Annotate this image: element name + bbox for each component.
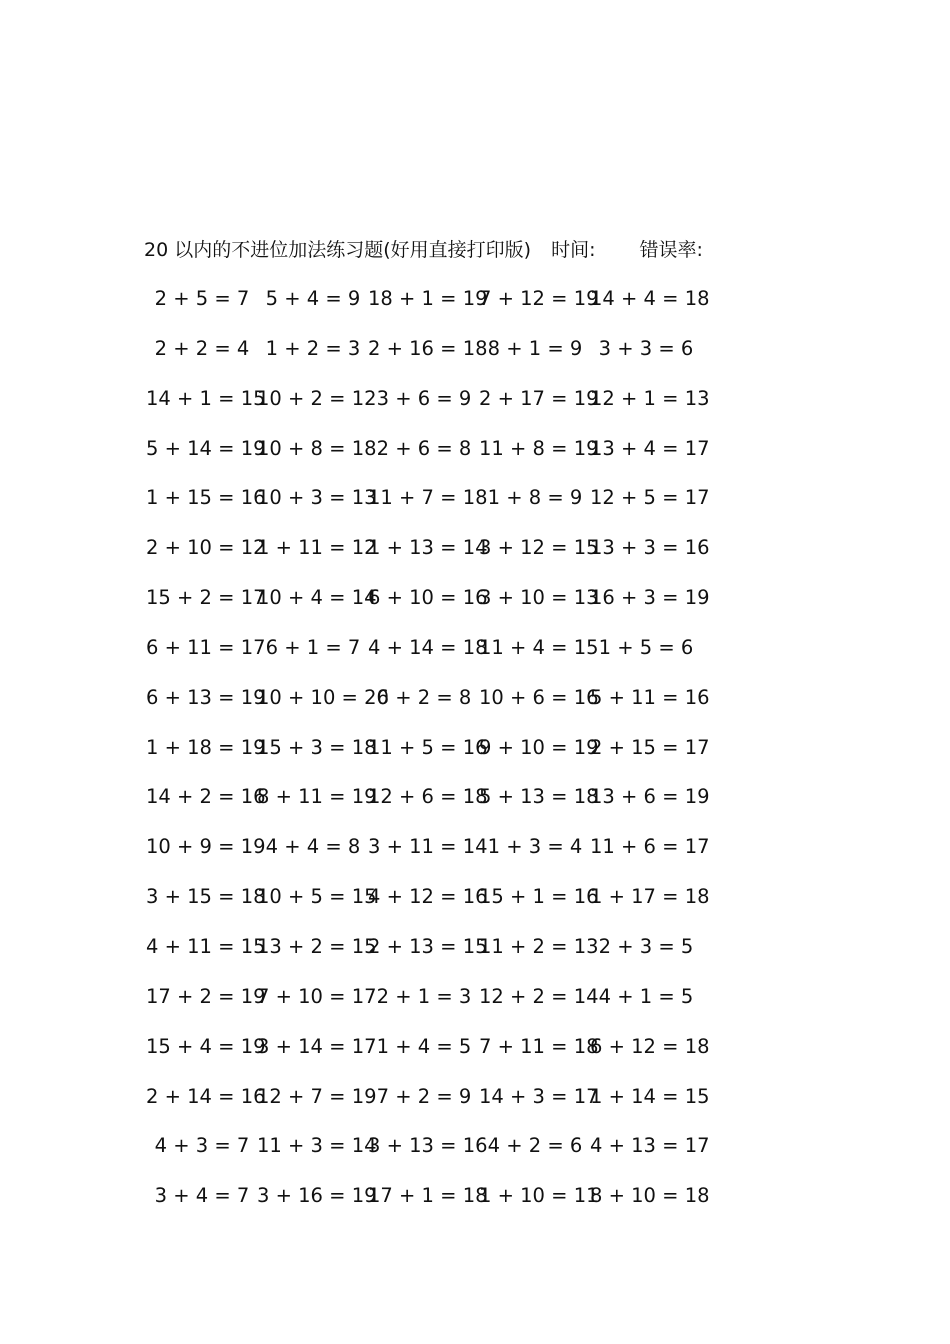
problem-item: 4 + 3 = 7 <box>154 1134 250 1158</box>
problem-item: 2 + 6 = 8 <box>376 436 472 460</box>
problem-item: 1 + 15 = 16 <box>146 486 266 510</box>
problem-item: 13 + 6 = 19 <box>590 785 710 809</box>
problem-item: 10 + 9 = 19 <box>146 835 266 859</box>
problem-item: 3 + 11 = 14 <box>368 835 488 859</box>
problem-item: 14 + 3 = 17 <box>479 1084 599 1108</box>
problem-item: 3 + 3 = 6 <box>598 336 694 360</box>
problem-item: 7 + 10 = 17 <box>257 984 377 1008</box>
problem-row <box>146 534 710 584</box>
problem-item: 2 + 5 = 7 <box>154 287 250 310</box>
problem-item: 14 + 4 = 18 <box>590 287 710 310</box>
problem-item: 1 + 5 = 6 <box>598 635 694 659</box>
problem-item: 13 + 2 = 15 <box>257 934 377 958</box>
problem-item: 12 + 7 = 19 <box>257 1084 377 1108</box>
problem-item: 9 + 10 = 19 <box>479 735 599 759</box>
problem-item: 1 + 13 = 14 <box>368 536 488 560</box>
problem-item: 1 + 14 = 15 <box>590 1084 710 1108</box>
problem-row <box>146 734 710 784</box>
problem-item: 6 + 1 = 7 <box>265 635 361 659</box>
problem-row <box>146 983 706 1033</box>
problem-item: 8 + 1 = 9 <box>487 336 583 360</box>
problem-item: 3 + 16 = 19 <box>257 1184 377 1208</box>
problem-item: 6 + 10 = 16 <box>368 586 488 610</box>
problem-item: 6 + 2 = 8 <box>376 685 472 709</box>
problem-row <box>146 584 710 634</box>
problem-item: 10 + 4 = 14 <box>257 586 377 610</box>
problem-item: 15 + 4 = 19 <box>146 1034 266 1058</box>
problem-item: 15 + 3 = 18 <box>257 735 377 759</box>
problem-item: 15 + 2 = 17 <box>146 586 266 610</box>
problem-row <box>146 385 710 435</box>
worksheet-header <box>144 236 703 264</box>
problem-item: 17 + 1 = 18 <box>368 1184 488 1208</box>
problem-row <box>146 1182 710 1232</box>
problem-item: 10 + 8 = 18 <box>257 436 377 460</box>
problem-item: 4 + 1 = 5 <box>598 984 694 1008</box>
problem-item: 10 + 3 = 13 <box>257 486 377 510</box>
problem-item: 2 + 1 = 3 <box>376 984 472 1008</box>
problem-item: 11 + 4 = 15 <box>479 635 599 659</box>
problem-row <box>146 1132 710 1182</box>
problem-row <box>146 833 710 883</box>
problem-item: 12 + 1 = 13 <box>590 386 710 410</box>
problem-row <box>146 484 710 534</box>
problem-item: 5 + 4 = 9 <box>265 287 361 310</box>
problem-item: 15 + 1 = 16 <box>479 885 599 909</box>
problem-item: 10 + 2 = 12 <box>257 386 377 410</box>
problem-row <box>146 285 710 335</box>
problem-item: 2 + 10 = 12 <box>146 536 266 560</box>
problem-item: 12 + 5 = 17 <box>590 486 710 510</box>
problem-item: 2 + 14 = 16 <box>146 1084 266 1108</box>
problem-item: 3 + 14 = 17 <box>257 1034 377 1058</box>
problem-item: 3 + 12 = 15 <box>479 536 599 560</box>
problem-item: 4 + 13 = 17 <box>590 1134 710 1158</box>
problem-item: 2 + 16 = 18 <box>368 336 488 360</box>
problem-item: 4 + 4 = 8 <box>265 835 361 859</box>
problem-item: 11 + 7 = 18 <box>368 486 488 510</box>
problem-row <box>146 435 710 485</box>
problem-item: 1 + 8 = 9 <box>487 486 583 510</box>
problem-item: 18 + 1 = 19 <box>368 287 488 310</box>
problem-item: 5 + 13 = 18 <box>479 785 599 809</box>
problem-item: 4 + 14 = 18 <box>368 635 488 659</box>
problem-item: 10 + 10 = 20 <box>257 685 389 709</box>
problem-row <box>146 684 710 734</box>
problem-item: 6 + 13 = 19 <box>146 685 266 709</box>
problem-item: 7 + 2 = 9 <box>376 1084 472 1108</box>
problem-item: 4 + 2 = 6 <box>487 1134 583 1158</box>
problem-item: 2 + 15 = 17 <box>590 735 710 759</box>
problem-item: 3 + 10 = 13 <box>479 586 599 610</box>
problem-item: 6 + 12 = 18 <box>590 1034 710 1058</box>
problem-item: 11 + 8 = 19 <box>479 436 599 460</box>
problem-item: 8 + 11 = 19 <box>257 785 377 809</box>
problem-row <box>146 883 710 933</box>
problem-item: 11 + 6 = 17 <box>590 835 710 859</box>
problem-item: 1 + 10 = 11 <box>479 1184 599 1208</box>
problem-item: 5 + 14 = 19 <box>146 436 266 460</box>
problem-item: 3 + 13 = 16 <box>368 1134 488 1158</box>
problem-item: 13 + 3 = 16 <box>590 536 710 560</box>
problem-item: 1 + 11 = 12 <box>257 536 377 560</box>
problem-item: 1 + 2 = 3 <box>265 336 361 360</box>
problem-row <box>146 335 706 385</box>
problem-item: 3 + 4 = 7 <box>154 1184 250 1208</box>
problem-item: 6 + 11 = 17 <box>146 635 266 659</box>
problem-row <box>146 1083 710 1133</box>
problem-item: 10 + 5 = 15 <box>257 885 377 909</box>
problem-item: 12 + 2 = 14 <box>479 984 599 1008</box>
problem-item: 14 + 2 = 16 <box>146 785 266 809</box>
problem-row <box>146 634 706 684</box>
problem-item: 7 + 11 = 18 <box>479 1034 599 1058</box>
problem-item: 10 + 6 = 16 <box>479 685 599 709</box>
problem-item: 1 + 17 = 18 <box>590 885 710 909</box>
problem-grid <box>146 285 710 1232</box>
problem-item: 8 + 10 = 18 <box>590 1184 710 1208</box>
problem-item: 14 + 1 = 15 <box>146 386 266 410</box>
time-label: 时间: <box>551 239 596 261</box>
problem-item: 3 + 6 = 9 <box>376 386 472 410</box>
problem-item: 16 + 3 = 19 <box>590 586 710 610</box>
problem-item: 2 + 17 = 19 <box>479 386 599 410</box>
problem-item: 2 + 2 = 4 <box>154 336 250 360</box>
problem-item: 2 + 3 = 5 <box>598 934 694 958</box>
error-rate-label: 错误率: <box>639 239 703 261</box>
problem-item: 1 + 4 = 5 <box>376 1034 472 1058</box>
problem-item: 1 + 3 = 4 <box>487 835 583 859</box>
problem-row <box>146 783 710 833</box>
problem-item: 4 + 11 = 15 <box>146 934 266 958</box>
problem-row <box>146 1033 710 1083</box>
problem-item: 1 + 18 = 19 <box>146 735 266 759</box>
problem-item: 2 + 13 = 15 <box>368 934 488 958</box>
problem-item: 13 + 4 = 17 <box>590 436 710 460</box>
problem-item: 4 + 12 = 16 <box>368 885 488 909</box>
problem-item: 12 + 6 = 18 <box>368 785 488 809</box>
worksheet-title: 20 以内的不进位加法练习题(好用直接打印版) <box>144 239 532 261</box>
problem-item: 7 + 12 = 19 <box>479 287 599 310</box>
problem-item: 11 + 5 = 16 <box>368 735 488 759</box>
problem-item: 11 + 3 = 14 <box>257 1134 377 1158</box>
problem-item: 11 + 2 = 13 <box>479 934 599 958</box>
problem-item: 3 + 15 = 18 <box>146 885 266 909</box>
problem-item: 17 + 2 = 19 <box>146 984 266 1008</box>
problem-item: 5 + 11 = 16 <box>590 685 710 709</box>
problem-row <box>146 933 706 983</box>
